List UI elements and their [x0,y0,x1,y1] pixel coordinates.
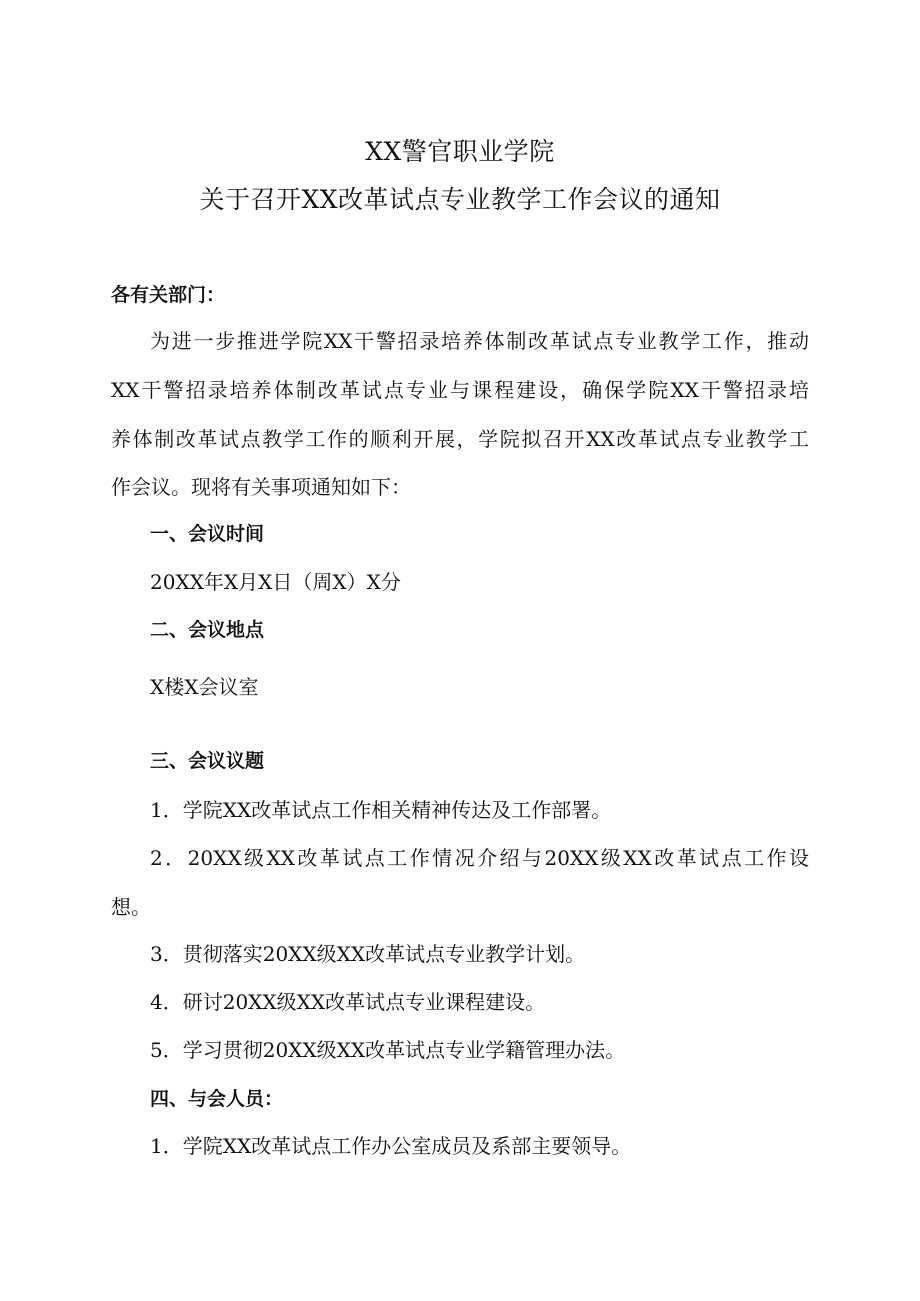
document-title-institution: XX警官职业学院 [365,137,555,166]
meeting-time-value: 20XX年X月X日（周X）X分 [150,570,401,594]
intro-line-2: XX干警招录培养体制改革试点专业与课程建设，确保学院XX干警招录培 [111,378,809,402]
attendee-item-1: 1．学院XX改革试点工作办公室成员及系部主要领导。 [150,1134,632,1158]
salutation: 各有关部门： [111,284,226,306]
topic-item-5: 5．学习贯彻20XX级XX改革试点专业学籍管理办法。 [150,1038,626,1062]
topic-item-1: 1．学院XX改革试点工作相关精神传达及工作部署。 [150,798,612,822]
section-heading-time: 一、会议时间 [150,523,265,545]
section-heading-place: 二、会议地点 [150,619,265,641]
intro-line-3: 养体制改革试点教学工作的顺利开展，学院拟召开XX改革试点专业教学工 [111,427,809,451]
topic-item-3: 3．贯彻落实20XX级XX改革试点专业教学计划。 [150,942,586,966]
section-heading-attendees: 四、与会人员： [150,1088,284,1110]
intro-line-4: 作会议。现将有关事项通知如下： [111,475,411,499]
document-title-notice: 关于召开XX改革试点专业教学工作会议的通知 [199,185,721,214]
meeting-place-value: X楼X会议室 [150,675,259,699]
topic-item-2-line-1: 2．20XX级XX改革试点工作情况介绍与20XX级XX改革试点工作设 [150,846,809,870]
intro-line-1: 为进一步推进学院XX干警招录培养体制改革试点专业教学工作，推动 [150,329,809,353]
section-heading-topics: 三、会议议题 [150,750,265,772]
topic-item-2-line-2: 想。 [111,895,151,919]
topic-item-4: 4．研讨20XX级XX改革试点专业课程建设。 [150,990,546,1014]
